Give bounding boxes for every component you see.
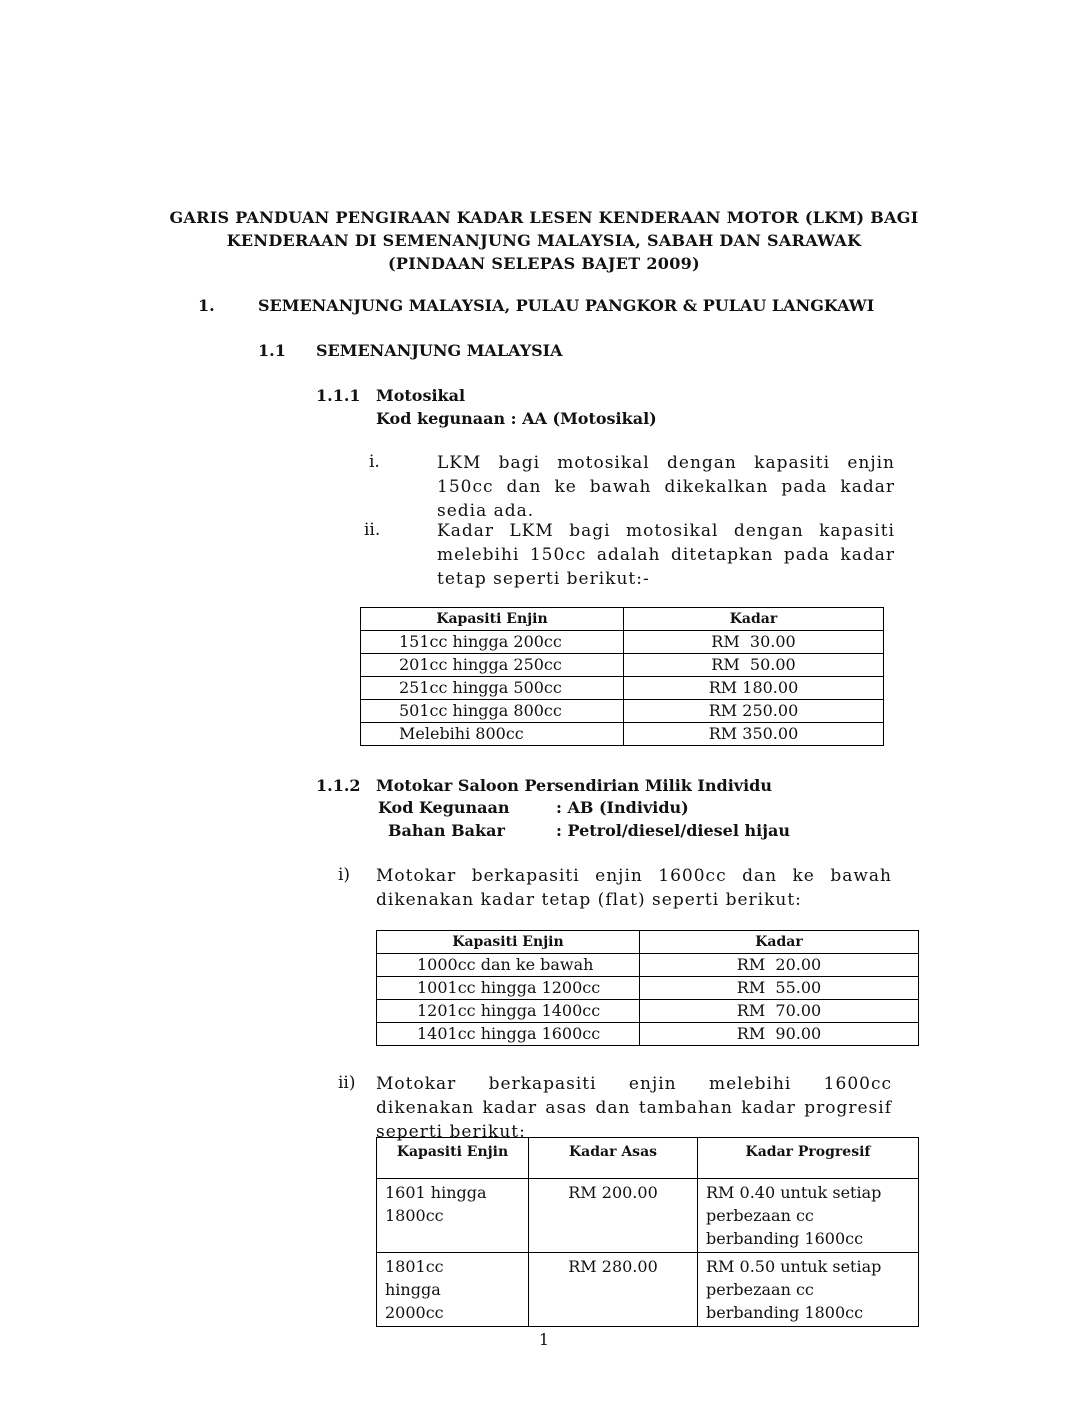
table-header-row [377, 1138, 919, 1179]
section-1-number: 1. [198, 296, 215, 315]
title-line-3: (PINDAAN SELEPAS BAJET 2009) [388, 254, 700, 273]
cell-capacity: Melebihi 800cc [361, 723, 624, 746]
motokar-progressive-rate-table [376, 1137, 919, 1327]
item-ii-number: ii. [364, 520, 381, 540]
table-row [377, 1000, 919, 1023]
kod-kegunaan-value: : AB (Individu) [556, 798, 689, 817]
motosikal-rate-table [360, 607, 884, 746]
section-1-1-2-title: Motokar Saloon Persendirian Milik Individu [376, 776, 772, 795]
table-row [361, 700, 884, 723]
header-kapasiti: Kapasiti Enjin [377, 931, 640, 954]
section-1-title: SEMENANJUNG MALAYSIA, PULAU PANGKOR & PULAU LANGKAWI [258, 296, 875, 315]
cell-capacity: 151cc hingga 200cc [361, 631, 624, 654]
item-i-text: LKM bagi motosikal dengan kapasiti enjin 150cc dan ke bawah dikekalkan pada kadar sedia ada. [437, 453, 895, 521]
item-ii-number: ii) [338, 1073, 356, 1093]
cell-rate: RM 70.00 [640, 1000, 919, 1023]
table-row [361, 631, 884, 654]
table-row [361, 723, 884, 746]
section-1-1-number: 1.1 [258, 341, 286, 360]
cell-capacity: 201cc hingga 250cc [361, 654, 624, 677]
bahan-bakar-value: : Petrol/diesel/diesel hijau [556, 821, 791, 840]
section-1-1-1-title: Motosikal [376, 386, 466, 405]
motokar-flat-rate-table [376, 930, 919, 1046]
cell-rate: RM 90.00 [640, 1023, 919, 1046]
item-i-number: i) [338, 865, 351, 885]
table-header-row [361, 608, 884, 631]
cell-rate: RM 30.00 [624, 631, 884, 654]
section-1-1-1-number: 1.1.1 [316, 386, 361, 405]
cell-capacity: 1801cc hingga 2000cc [377, 1253, 529, 1327]
cell-rate: RM 250.00 [624, 700, 884, 723]
section-1-1-title: SEMENANJUNG MALAYSIA [316, 341, 563, 360]
header-kadar-progresif: Kadar Progresif [698, 1138, 919, 1179]
cell-base-rate: RM 200.00 [529, 1179, 698, 1253]
cell-rate: RM 180.00 [624, 677, 884, 700]
cell-progressive-rate: RM 0.50 untuk setiap perbezaan cc berbanding 1800cc [698, 1253, 919, 1327]
cell-rate: RM 350.00 [624, 723, 884, 746]
section-1-1-1-kod: Kod kegunaan : AA (Motosikal) [376, 409, 657, 428]
table-row [377, 1253, 919, 1327]
item-ii-text: Kadar LKM bagi motosikal dengan kapasiti melebihi 150cc adalah ditetapkan pada kadar tetap seperti berikut:- [437, 521, 895, 589]
title-line-2: KENDERAAN DI SEMENANJUNG MALAYSIA, SABAH DAN SARAWAK [226, 231, 862, 250]
item-ii-text: Motokar berkapasiti enjin melebihi 1600cc dikenakan kadar asas dan tambahan kadar progresif seperti berikut: [376, 1074, 892, 1142]
section-1-1-2-number: 1.1.2 [316, 776, 361, 795]
table-row [377, 954, 919, 977]
page-number: 1 [538, 1330, 550, 1349]
cell-rate: RM 50.00 [624, 654, 884, 677]
header-kadar: Kadar [624, 608, 884, 631]
cell-rate: RM 20.00 [640, 954, 919, 977]
bahan-bakar-label: Bahan Bakar [388, 821, 505, 840]
header-kadar: Kadar [640, 931, 919, 954]
item-i-number: i. [369, 452, 380, 472]
cell-capacity: 1000cc dan ke bawah [377, 954, 640, 977]
cell-base-rate: RM 280.00 [529, 1253, 698, 1327]
cell-capacity: 251cc hingga 500cc [361, 677, 624, 700]
cell-progressive-rate: RM 0.40 untuk setiap perbezaan cc berbanding 1600cc [698, 1179, 919, 1253]
header-kapasiti: Kapasiti Enjin [377, 1138, 529, 1179]
table-row [377, 977, 919, 1000]
table-row [377, 1023, 919, 1046]
table-row [377, 1179, 919, 1253]
cell-capacity: 1201cc hingga 1400cc [377, 1000, 640, 1023]
table-row [361, 677, 884, 700]
cell-capacity: 1001cc hingga 1200cc [377, 977, 640, 1000]
item-i-text: Motokar berkapasiti enjin 1600cc dan ke bawah dikenakan kadar tetap (flat) seperti berikut: [376, 866, 892, 910]
table-row [361, 654, 884, 677]
document-title [0, 206, 1088, 275]
cell-capacity: 501cc hingga 800cc [361, 700, 624, 723]
kod-kegunaan-label: Kod Kegunaan [378, 798, 510, 817]
header-kadar-asas: Kadar Asas [529, 1138, 698, 1179]
cell-capacity: 1601 hingga 1800cc [377, 1179, 529, 1253]
cell-capacity: 1401cc hingga 1600cc [377, 1023, 640, 1046]
title-line-1: GARIS PANDUAN PENGIRAAN KADAR LESEN KENDERAAN MOTOR (LKM) BAGI [169, 208, 919, 227]
cell-rate: RM 55.00 [640, 977, 919, 1000]
header-kapasiti: Kapasiti Enjin [361, 608, 624, 631]
table-header-row [377, 931, 919, 954]
